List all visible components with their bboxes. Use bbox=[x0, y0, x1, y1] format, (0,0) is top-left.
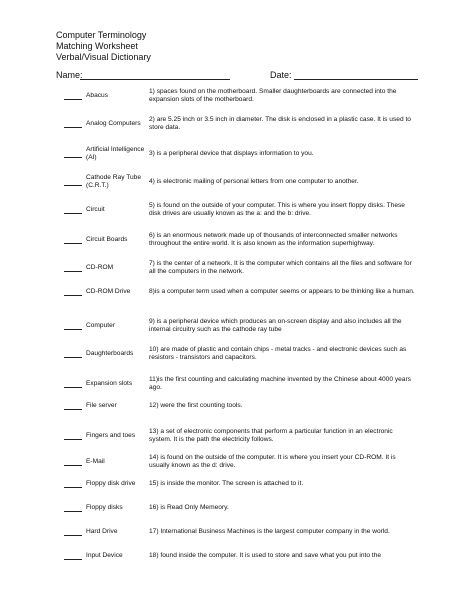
answer-blank[interactable] bbox=[64, 357, 82, 358]
answer-blank[interactable] bbox=[64, 439, 82, 440]
date-label: Date: bbox=[270, 70, 292, 80]
term-label: Analog Computers bbox=[86, 120, 141, 127]
definition-text: 4) is electronic mailing of personal letters from one computer to another. bbox=[149, 178, 359, 185]
answer-blank[interactable] bbox=[64, 329, 82, 330]
term-label: File server bbox=[86, 402, 117, 409]
term-label: Circuit bbox=[86, 206, 105, 213]
definition-text: 5) is found on the outside of your computer. This is where you insert floppy disks. These disk drives are usually known as the a: and the b: drive. bbox=[149, 202, 405, 217]
title-line-3: Verbal/Visual Dictionary bbox=[56, 52, 151, 62]
definition-text: 18) found inside the computer. It is used to store and save what you put into the bbox=[149, 552, 382, 559]
name-date-bar bbox=[56, 70, 474, 82]
term-label: Cathode Ray Tube (C.R.T.) bbox=[86, 174, 141, 189]
term-label: Circuit Boards bbox=[86, 236, 128, 243]
answer-blank[interactable] bbox=[64, 511, 82, 512]
definition-text: 17) International Business Machines is the largest computer company in the world. bbox=[149, 528, 390, 535]
term-label: Floppy disks bbox=[86, 504, 123, 511]
answer-blank[interactable] bbox=[64, 559, 82, 560]
answer-blank[interactable] bbox=[64, 465, 82, 466]
title-line-1: Computer Terminology bbox=[56, 30, 147, 40]
answer-blank[interactable] bbox=[64, 271, 82, 272]
term-label: Daughterboards bbox=[86, 350, 134, 357]
definition-text: 12) were the first counting tools. bbox=[149, 402, 243, 409]
worksheet-title bbox=[56, 30, 151, 63]
name-field[interactable] bbox=[80, 79, 230, 80]
term-label: CD-ROM Drive bbox=[86, 288, 131, 295]
term-label: Abacus bbox=[86, 92, 108, 99]
term-label: Input Device bbox=[86, 552, 123, 559]
term-label: Floppy disk drive bbox=[86, 480, 136, 487]
term-label: E-Mail bbox=[86, 458, 105, 465]
definition-text: 1) spaces found on the motherboard. Smaller daughterboards are connected into the expansion slots of the motherboard. bbox=[149, 88, 397, 103]
definition-text: 13) a set of electronic components that perform a particular function in an electronic system. It is the path the electricity follows. bbox=[149, 428, 393, 443]
term-label: Hard Drive bbox=[86, 528, 118, 535]
definition-text: 15) is inside the monitor. The screen is attached to it. bbox=[149, 480, 304, 487]
definition-text: 3) is a peripheral device that displays information to you. bbox=[149, 150, 314, 157]
definition-text: 11)is the first counting and calculating machine invented by the Chinese about 4000 years ago. bbox=[149, 376, 411, 391]
term-label: Artificial Intelligence (AI) bbox=[86, 146, 145, 161]
term-label: CD-ROM bbox=[86, 264, 114, 271]
definition-text: 6) is an enormous network made up of thousands of interconnected smaller networks throughout the entire world. It is also known as the information superhighway. bbox=[149, 232, 398, 247]
name-label: Name: bbox=[56, 70, 83, 80]
term-label: Expansion slots bbox=[86, 380, 133, 387]
definition-text: 16) is Read Only Memeory. bbox=[149, 504, 229, 511]
definition-text: 7) is the center of a network. It is the computer which contains all the files and software for all the computers in the network. bbox=[149, 260, 412, 275]
answer-blank[interactable] bbox=[64, 487, 82, 488]
definition-text: 14) is found on the outside of the computer. It is where you insert your CD-ROM. It is usually known as the d: drive. bbox=[149, 454, 396, 469]
answer-blank[interactable] bbox=[64, 295, 82, 296]
term-label: Computer bbox=[86, 322, 115, 329]
definition-text: 2) are 5.25 inch or 3.5 inch in diameter. The disk is enclosed in a plastic case. It is used to store data. bbox=[149, 116, 411, 131]
definition-text: 8)is a computer term used when a computer seems or appears to be thinking like a human. bbox=[149, 288, 415, 295]
definition-text: 9) is a peripheral device which produces an on-screen display and also includes all the internal circuitry such as the cathode ray tube bbox=[149, 318, 402, 333]
answer-blank[interactable] bbox=[64, 99, 82, 100]
answer-blank[interactable] bbox=[64, 213, 82, 214]
answer-blank[interactable] bbox=[64, 185, 82, 186]
definition-text: 10) are made of plastic and contain chips - metal tracks - and electronic devices such as resistors - transistors and capacitors. bbox=[149, 346, 407, 361]
answer-blank[interactable] bbox=[64, 127, 82, 128]
answer-blank[interactable] bbox=[64, 535, 82, 536]
term-label: Fingers and toes bbox=[86, 432, 136, 439]
date-field[interactable] bbox=[294, 79, 418, 80]
answer-blank[interactable] bbox=[64, 387, 82, 388]
title-line-2: Matching Worksheet bbox=[56, 41, 138, 51]
answer-blank[interactable] bbox=[64, 243, 82, 244]
answer-blank[interactable] bbox=[64, 157, 82, 158]
answer-blank[interactable] bbox=[64, 409, 82, 410]
